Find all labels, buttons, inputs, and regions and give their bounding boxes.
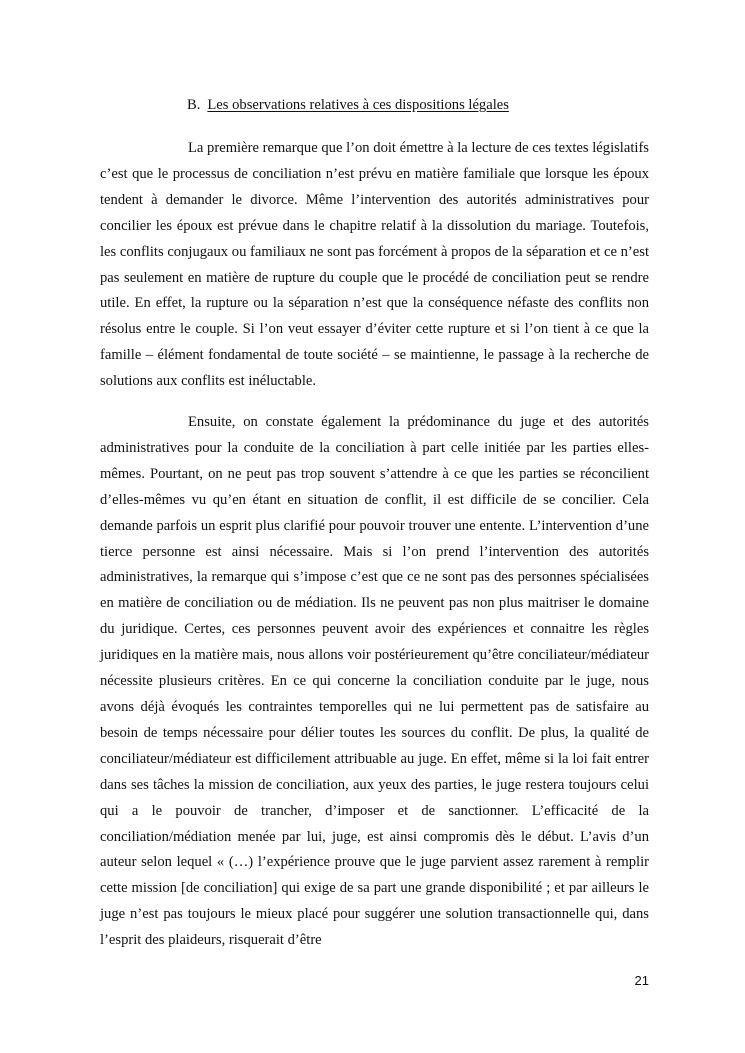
paragraph-first-remark: La première remarque que l’on doit émettre à la lecture de ces textes législatifs c’est que le processus de conciliation n’est prévu en matière familiale que lorsque les époux tendent à demander le divorce. Même l’intervention des autorités administratives pour concilier les époux est prévue dans le chapitre relatif à la dissolution du mariage. Toutefois, les conflits conjugaux ou familiaux ne sont pas forcément à propos de la séparation et ce n’est pas seulement en matière de rupture du couple que le procédé de conciliation peut se rendre utile. En effet, la rupture ou la séparation n’est que la conséquence néfaste des conflits non résolus entre le couple. Si l’on veut essayer d’éviter cette rupture et si l’on tient à ce que la famille – élément fondamental de toute société – se maintienne, le passage à la recherche de solutions aux conflits est inéluctable. <box>100 140 649 390</box>
section-letter: B. <box>187 97 201 113</box>
page-number: 21 <box>634 973 649 988</box>
paragraph-second-remark: Ensuite, on constate également la prédominance du juge et des autorités administratives pour la conduite de la conciliation à part celle initiée par les parties elles-mêmes. Pourtant, on ne peut pas trop souvent s’attendre à ce que les parties se réconcilient d’elles-mêmes vu qu’en étant en situation de conflit, il est difficile de se concilier. Cela demande parfois un esprit plus clarifié pour pouvoir trouver une entente. L’intervention d’une tierce personne est ainsi nécessaire. Mais si l’on prend l’intervention des autorités administratives, la remarque qui s’impose c’est que ce ne sont pas des personnes spécialisées en matière de conciliation ou de médiation. Ils ne peuvent pas non plus maitriser le domaine du juridique. Certes, ces personnes peuvent avoir des expériences et connaitre les règles juridiques en la matière mais, nous allons voir postérieurement qu’être conciliateur/médiateur nécessite plusieurs critères. En ce qui concerne la conciliation conduite par le juge, nous avons déjà évoqués les contraintes temporelles qui ne lui permettent pas de satisfaire au besoin de temps nécessaire pour délier toutes les sources du conflit. De plus, la qualité de conciliateur/médiateur est difficilement attribuable au juge. En effet, même si la loi fait entrer dans ses tâches la mission de conciliation, aux yeux des parties, le juge restera toujours celui qui a le pouvoir de trancher, d’imposer et de sanctionner. L’efficacité de la conciliation/médiation menée par lui, juge, est ainsi compromis dès le début. L’avis d’un auteur selon lequel « (…) l’expérience prouve que le juge parvient assez rarement à remplir cette mission [de conciliation] qui exige de sa part une grande disponibilité ; et par ailleurs le juge n’est pas toujours le mieux placé pour suggérer une solution transactionnelle qui, dans l’esprit des plaideurs, risquerait d’être <box>100 414 649 949</box>
section-heading <box>187 95 509 115</box>
section-title: Les observations relatives à ces dispositions légales <box>207 97 509 113</box>
